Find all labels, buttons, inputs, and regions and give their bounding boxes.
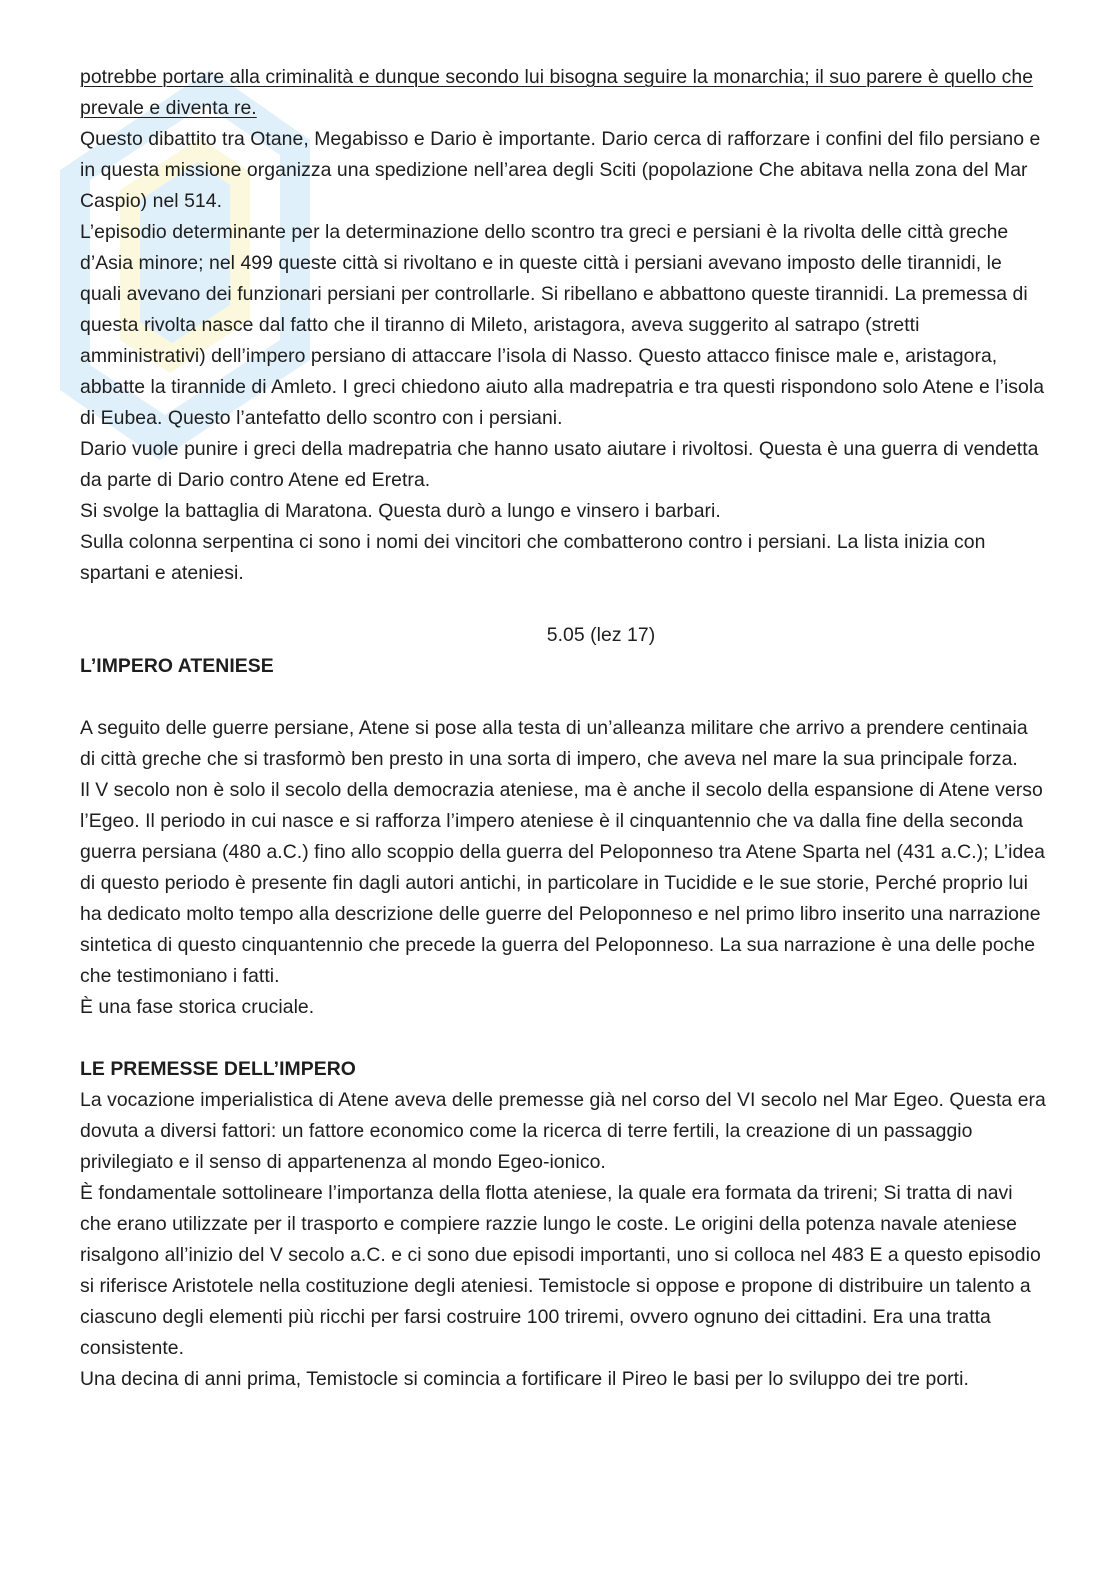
paragraph: È fondamentale sottolineare l’importanza della flotta ateniese, la quale era formata da trireni; Si tratta di navi che erano utilizzate per il trasporto e compiere razzie lungo le coste. Le origini della potenza navale ateniese risalgono all’inizio del V secolo a.C. e ci sono due episodi importanti, uno si colloca nel 483 E a questo episodio si riferisce Aristotele nella costituzione degli ateniesi. Temistocle si oppose e propone di distribuire un talento a ciascuno degli elementi più ricchi per farsi costruire 100 triremi, ovvero ognuno dei cittadini. Era una tratta consistente. bbox=[80, 1182, 1041, 1359]
paragraph: La vocazione imperialistica di Atene aveva delle premesse già nel corso del VI secolo nel Mar Egeo. Questa era dovuta a diversi fattori: un fattore economico come la ricerca di terre fertili, la creazione di un passaggio privilegiato e il senso di appartenenza al mondo Egeo-ionico. bbox=[80, 1089, 1046, 1173]
spacer bbox=[80, 1023, 1048, 1054]
spacer bbox=[80, 682, 1048, 713]
document-page bbox=[80, 62, 1048, 1395]
paragraph: A seguito delle guerre persiane, Atene si pose alla testa di un’alleanza militare che arrivo a prendere centinaia di città greche che si trasformò ben presto in una sorta di impero, che aveva nel mare la sua principale forza. bbox=[80, 717, 1028, 770]
paragraph: Il V secolo non è solo il secolo della democrazia ateniese, ma è anche il secolo della espansione di Atene verso l’Egeo. Il periodo in cui nasce e si rafforza l’impero ateniese è il cinquantennio che va dalla fine della seconda guerra persiana (480 a.C.) fino allo scoppio della guerra del Peloponneso tra Atene Sparta nel (431 a.C.); L’idea di questo periodo è presente fin dagli autori antichi, in particolare in Tucidide e le sue storie, Perché proprio lui ha dedicato molto tempo alla descrizione delle guerre del Peloponneso e nel primo libro inserito una narrazione sintetica di questo cinquantennio che precede la guerra del Peloponneso. La sua narrazione è una delle poche che testimoniano i fatti. bbox=[80, 779, 1046, 987]
section-heading-premesse-impero: LE PREMESSE DELL’IMPERO bbox=[80, 1058, 356, 1080]
paragraph: È una fase storica cruciale. bbox=[80, 996, 315, 1018]
paragraph: Dario vuole punire i greci della madrepatria che hanno usato aiutare i rivoltosi. Questa è una guerra di vendetta da parte di Dario contro Atene ed Eretra. bbox=[80, 438, 1039, 491]
paragraph: Si svolge la battaglia di Maratona. Questa durò a lungo e vinsero i barbari. bbox=[80, 500, 721, 522]
paragraph: L’episodio determinante per la determinazione dello scontro tra greci e persiani è la rivolta delle città greche d’Asia minore; nel 499 queste città si rivoltano e in queste città i persiani avevano imposto delle tirannidi, le quali avevano dei funzionari persiani per controllarle. Si ribellano e abbattono queste tirannidi. La premessa di questa rivolta nasce dal fatto che il tiranno di Mileto, aristagora, aveva suggerito al satrapo (stretti amministrativi) dell’impero persiano di attaccare l’isola di Nasso. Questo attacco finisce male e, aristagora, abbatte la tirannide di Amleto. I greci chiedono aiuto alla madrepatria e tra questi rispondono solo Atene e l’isola di Eubea. Questo l’antefatto dello scontro con i persiani. bbox=[80, 221, 1045, 429]
intro-underlined-text: potrebbe portare alla criminalità e dunque secondo lui bisogna seguire la monarchia; il suo parere è quello che prevale e diventa re. bbox=[80, 66, 1034, 119]
spacer bbox=[80, 589, 1048, 620]
paragraph: Una decina di anni prima, Temistocle si comincia a fortificare il Pireo le basi per lo sviluppo dei tre porti. bbox=[80, 1368, 969, 1390]
paragraph: Sulla colonna serpentina ci sono i nomi dei vincitori che combatterono contro i persiani. La lista inizia con spartani e ateniesi. bbox=[80, 531, 986, 584]
section-heading-impero-ateniese: L’IMPERO ATENIESE bbox=[80, 655, 274, 677]
paragraph: Questo dibattito tra Otane, Megabisso e Dario è importante. Dario cerca di rafforzare i confini del filo persiano e in questa missione organizza una spedizione nell’area degli Sciti (popolazione Che abitava nella zona del Mar Caspio) nel 514. bbox=[80, 128, 1041, 212]
lesson-date: 5.05 (lez 17) bbox=[546, 624, 656, 646]
